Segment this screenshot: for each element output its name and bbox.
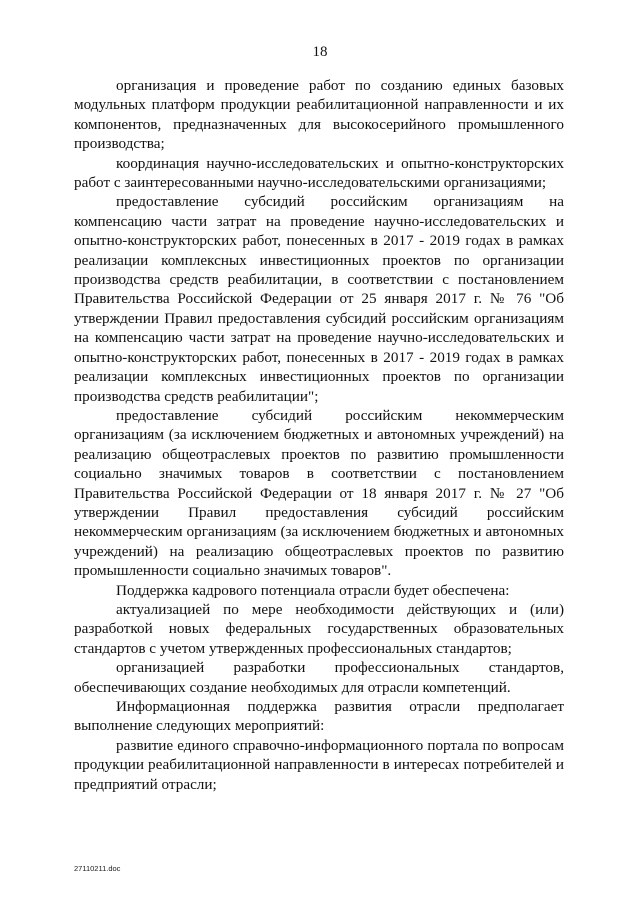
paragraph-information-support: Информационная поддержка развития отрасли предполагает выполнение следующих мероприятий: — [74, 698, 564, 735]
file-name-footer: 27110211.doc — [74, 864, 121, 873]
paragraph-education-standards: актуализацией по мере необходимости действующих и (или) разработкой новых федеральных государственных образовательных стандартов с учетом утвержденных профессиональных стандартов; — [74, 600, 564, 657]
paragraph-subsidies-rnd: предоставление субсидий российским организациям на компенсацию части затрат на проведение научно-исследовательских и опытно-конструкторских работ, понесенных в 2017 - 2019 годах в рамках реализации комплексных инвестиционных проектов по организации производства средств реабилитации, в соответствии с постановлением Правительства Российской Федерации от 25 января 2017 г. № 76 "Об утверждении Правил предоставления субсидий российским организациям на компенсацию части затрат на проведение научно-исследовательских и опытно-конструкторских работ, понесенных в 2017 - 2019 годах в рамках реализации комплексных инвестиционных проектов по организации производства средств реабилитации"; — [74, 193, 564, 405]
paragraph-personnel-support: Поддержка кадрового потенциала отрасли будет обеспечена: — [116, 581, 510, 599]
paragraph-information-portal: развитие единого справочно-информационного портала по вопросам продукции реабилитационной направленности в интересах потребителей и предприятий отрасли; — [74, 736, 564, 793]
paragraph-platforms: организация и проведение работ по созданию единых базовых модульных платформ продукции реабилитационной направленности и их компонентов, предназначенных для высокосерийного промышленного производства; — [74, 77, 564, 153]
paragraph-professional-standards: организацией разработки профессиональных стандартов, обеспечивающих создание необходимых для отрасли компетенций. — [74, 659, 564, 696]
paragraph-subsidies-nonprofit: предоставление субсидий российским некоммерческим организациям (за исключением бюджетных и автономных учреждений) на реализацию общеотраслевых проектов по развитию промышленности социально значимых товаров в соответствии с постановлением Правительства Российской Федерации от 18 января 2017 г. № 27 "Об утверждении Правил предоставления субсидий российским некоммерческим организациям (за исключением бюджетных и автономных учреждений) на реализацию общеотраслевых проектов по развитию промышленности социально значимых товаров". — [74, 406, 564, 580]
page-number: 18 — [312, 44, 328, 60]
paragraph-coordination: координация научно-исследовательских и опытно-конструкторских работ с заинтересованными научно-исследовательскими организациями; — [74, 154, 564, 192]
document-body — [74, 76, 564, 794]
